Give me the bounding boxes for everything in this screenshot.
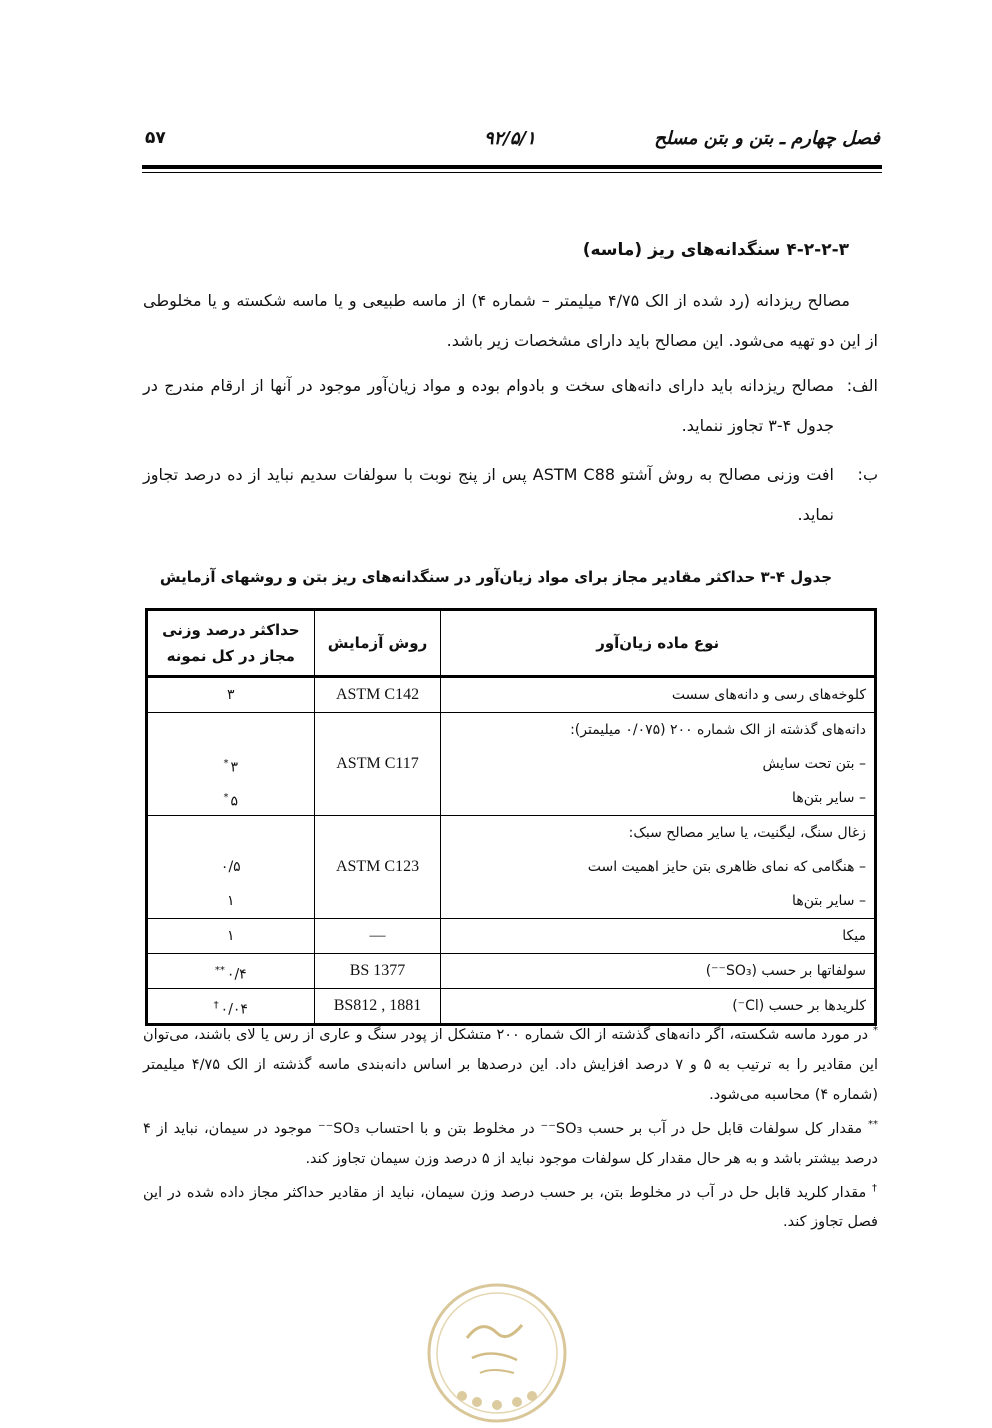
max-percent-line bbox=[156, 816, 306, 850]
list-item-marker: الف: bbox=[846, 376, 878, 395]
list-item bbox=[143, 366, 878, 446]
harmful-materials-table bbox=[145, 608, 877, 1026]
cell-material-type bbox=[441, 919, 876, 954]
header-rule-thick bbox=[142, 165, 882, 169]
list-item-text: افت وزنی مصالح به روش آشتو ASTM C88 پس از پنج نوبت با سولفات سدیم نباید از ده درصد تجاوز نماید. bbox=[143, 465, 835, 524]
material-type-line: – سایر بتن‌ها bbox=[792, 790, 866, 806]
cell-max-percent bbox=[147, 954, 315, 989]
material-type-line: سولفاتها بر حسب (SO₃⁻⁻) bbox=[705, 963, 866, 979]
cell-max-percent bbox=[147, 713, 315, 816]
material-type-line: کلریدها بر حسب (Cl⁻) bbox=[732, 998, 866, 1014]
max-percent-value: ۰/۰۴ bbox=[220, 1001, 248, 1018]
table-caption: جدول ۴-۳ حداکثر مقادیر مجاز برای مواد زیان‌آور در سنگدانه‌های ریز بتن و روشهای آزمایش bbox=[159, 568, 833, 586]
footnote-mark: * bbox=[873, 1025, 879, 1036]
cell-test-method: BS812 , 1881 bbox=[314, 989, 441, 1025]
max-percent-value: ۱ bbox=[227, 928, 235, 944]
footnote-text: مقدار کل سولفات قابل حل در آب بر حسب SO₃⁻⁻ در مخلوط بتن و با احتساب SO₃⁻⁻ موجود در سیمان، نباید از ۴ درصد بیشتر باشد و به هر حال مقدار کل سولفات موجود نباید از ۵ درصد وزن سیمان تجاوز کند. bbox=[143, 1120, 878, 1167]
max-percent-value: ۱ bbox=[227, 893, 235, 909]
footnote bbox=[143, 1174, 878, 1238]
max-percent-value: ۰/۴ bbox=[226, 966, 247, 983]
footnote-mark: ** bbox=[868, 1118, 878, 1130]
max-percent-value: ۳ bbox=[230, 759, 239, 776]
cell-test-method: ASTM C142 bbox=[314, 677, 441, 713]
footnote bbox=[143, 1016, 878, 1110]
max-percent-line bbox=[156, 884, 306, 918]
cell-max-percent bbox=[147, 677, 315, 713]
material-type-line: دانه‌های گذشته از الک شماره ۲۰۰ (۰/۰۷۵ میلیمتر): bbox=[570, 722, 866, 738]
list-item bbox=[143, 455, 878, 535]
max-percent-line bbox=[156, 850, 306, 884]
table-row bbox=[147, 677, 876, 713]
header-method: روش آزمایش bbox=[314, 610, 441, 677]
running-header-date: ۹۲/۵/۱ bbox=[484, 128, 536, 149]
cell-material-type bbox=[441, 816, 876, 919]
material-type-line: – سایر بتن‌ها bbox=[792, 893, 866, 909]
footnote-reference-mark: ** bbox=[214, 965, 225, 976]
max-percent-value: ۰/۵ bbox=[220, 859, 241, 875]
max-percent-line bbox=[156, 954, 306, 988]
max-percent-line bbox=[156, 713, 306, 747]
footnote-reference-mark: * bbox=[223, 758, 229, 769]
cell-test-method: BS 1377 bbox=[314, 954, 441, 989]
footnotes bbox=[143, 1016, 878, 1237]
cell-material-type bbox=[441, 677, 876, 713]
cell-max-percent bbox=[147, 816, 315, 919]
max-percent-line bbox=[156, 781, 306, 815]
material-type-line: – هنگامی که نمای ظاهری بتن حایز اهمیت است bbox=[587, 859, 866, 875]
max-percent-line bbox=[156, 747, 306, 781]
table-row bbox=[147, 816, 876, 919]
footnote-text: مقدار کلرید قابل حل در آب در مخلوط بتن، بر حسب درصد وزن سیمان، نباید از مقادیر حداکثر مجاز داده شده در این فصل تجاوز کند. bbox=[143, 1184, 878, 1231]
max-percent-value: ۳ bbox=[227, 687, 235, 703]
cell-test-method: ASTM C117 bbox=[314, 713, 441, 816]
list-item-text: مصالح ریزدانه باید دارای دانه‌های سخت و بادوام بوده و مواد زیان‌آور موجود در آنها از ارقام مندرج در جدول ۴-۳ تجاوز ننماید. bbox=[143, 376, 834, 435]
max-percent-line bbox=[156, 678, 306, 712]
header-max: حداکثر درصد وزنی مجاز در کل نمونه bbox=[147, 610, 315, 677]
list-item-marker: ب: bbox=[857, 465, 878, 484]
cell-max-percent bbox=[147, 919, 315, 954]
header-type: نوع ماده زیان‌آور bbox=[441, 610, 876, 677]
table-row bbox=[147, 919, 876, 954]
max-percent-value: ۵ bbox=[230, 793, 239, 810]
cell-material-type bbox=[441, 954, 876, 989]
material-type-line: – بتن تحت سایش bbox=[762, 756, 866, 772]
cell-test-method: ASTM C123 bbox=[314, 816, 441, 919]
max-percent-line bbox=[156, 919, 306, 953]
header-rule-thin bbox=[142, 172, 882, 173]
cell-test-method: — bbox=[314, 919, 441, 954]
material-type-line: زغال سنگ، لیگنیت، یا سایر مصالح سبک: bbox=[628, 825, 866, 841]
table-row bbox=[147, 954, 876, 989]
table-row bbox=[147, 713, 876, 816]
section-title: ۴-۲-۲-۳ سنگدانه‌های ریز (ماسه) bbox=[582, 240, 849, 260]
footnote-reference-mark: * bbox=[223, 792, 229, 803]
intro-paragraph: مصالح ریزدانه (رد شده از الک ۴/۷۵ میلیمتر – شماره ۴) از ماسه طبیعی و یا ماسه شکسته و یا مخلوطی از این دو تهیه می‌شود. این مصالح باید دارای مشخصات زیر باشد. bbox=[143, 291, 878, 350]
footnote-text: در مورد ماسه شکسته، اگر دانه‌های گذشته از الک شماره ۲۰۰ متشکل از پودر سنگ و عاری از رس یا لای باشند، می‌توان این مقادیر را به ترتیب به ۵ و ۷ درصد افزایش داد. این درصدها بر اساس دانه‌بندی ماسه گذشته از الک ۴/۷۵ میلیمتر (شماره ۴) محاسبه می‌شود. bbox=[143, 1026, 878, 1103]
material-type-line: کلوخه‌های رسی و دانه‌های سست bbox=[671, 687, 866, 703]
footnote-reference-mark: † bbox=[213, 1000, 219, 1011]
footnote-mark: † bbox=[871, 1182, 879, 1194]
material-type-line: میکا bbox=[842, 928, 866, 944]
publisher-seal-logo bbox=[422, 1278, 572, 1428]
running-header-chapter: فصل چهارم ـ بتن و بتن مسلح bbox=[654, 128, 880, 149]
table-header-row bbox=[147, 610, 876, 677]
cell-material-type bbox=[441, 713, 876, 816]
page-number: ۵۷ bbox=[145, 128, 166, 148]
footnote bbox=[143, 1110, 878, 1174]
